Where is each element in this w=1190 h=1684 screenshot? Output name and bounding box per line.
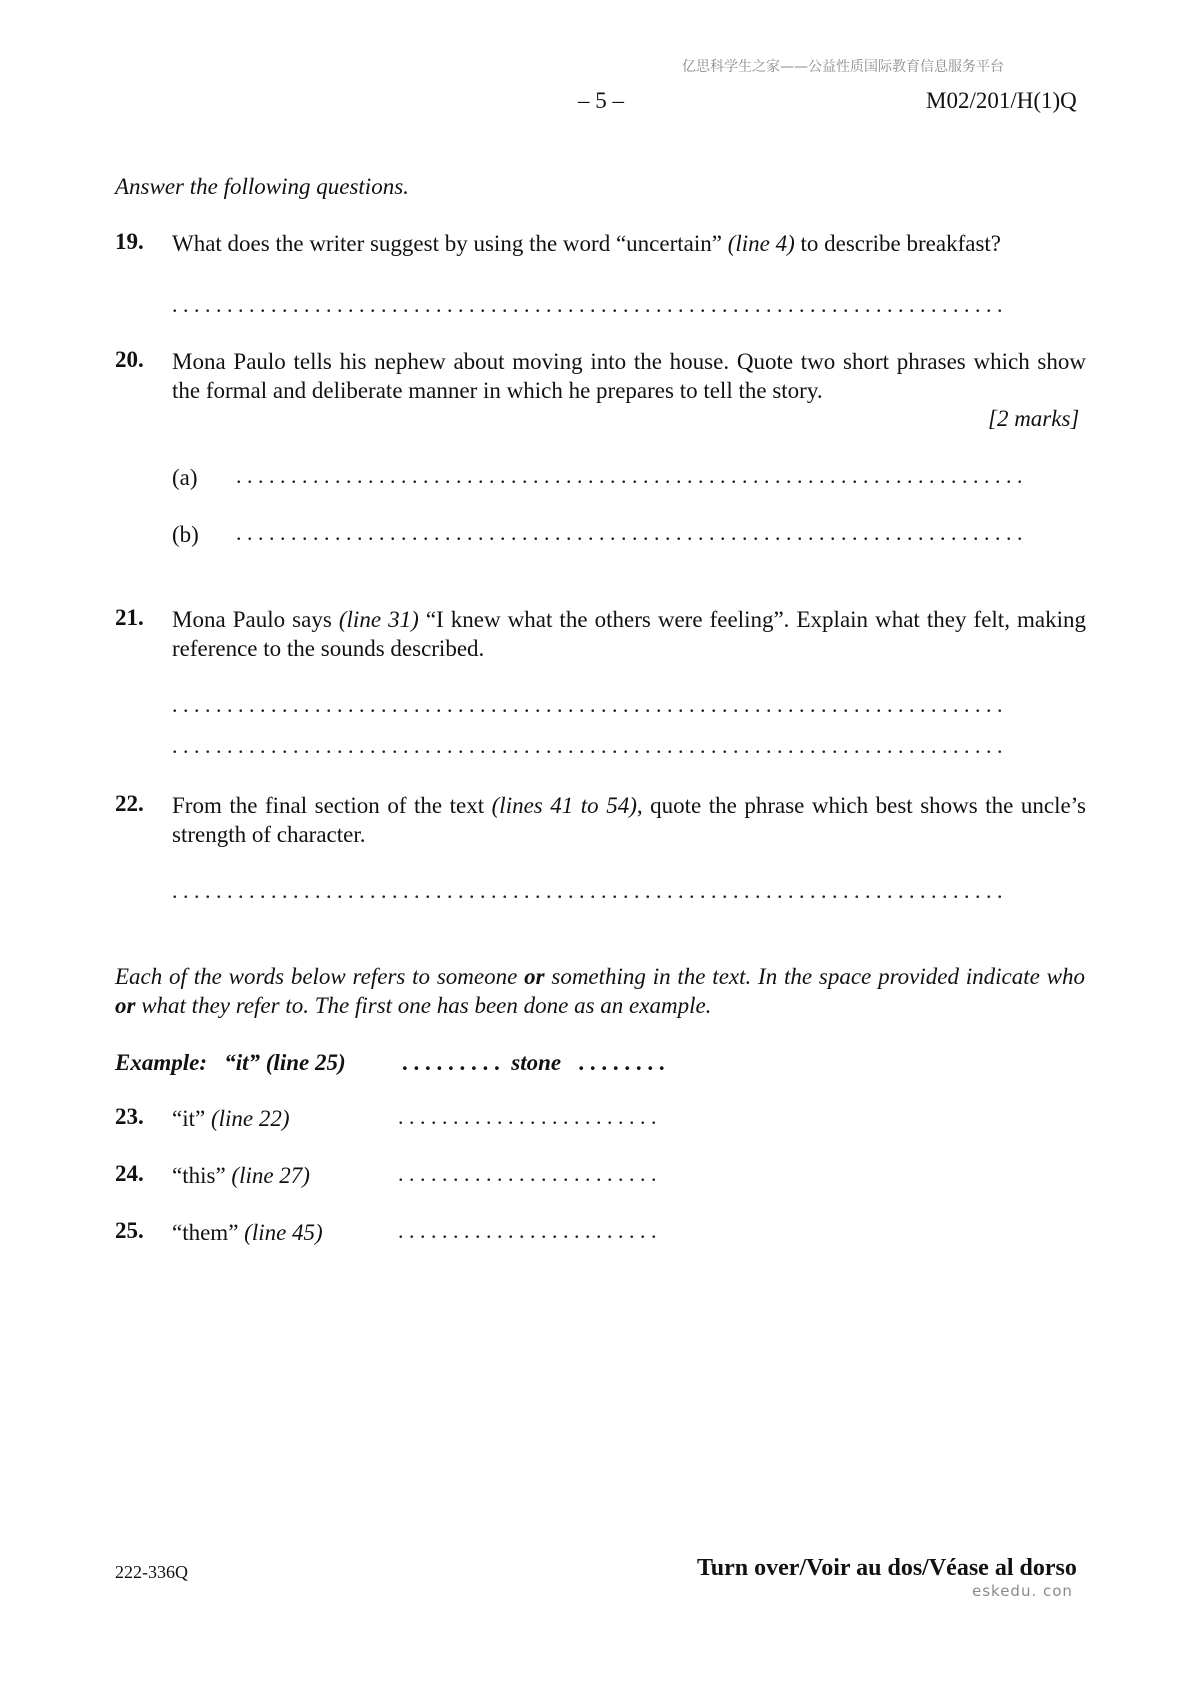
q21-text-a: Mona Paulo says: [172, 607, 332, 632]
example-label: Example: “it” (line 25): [115, 1050, 346, 1075]
item-number-23: 23.: [115, 1104, 144, 1129]
answer-line-24[interactable]: . . . . . . . . . . . . . . . . . . . . . . . .: [398, 1161, 657, 1186]
watermark-top: 亿思科学生之家——公益性质国际教育信息服务平台: [682, 59, 1004, 75]
q22-text-b: , quote the phrase which best shows the uncle’s strength of character.: [172, 793, 1087, 847]
turn-over-label: Turn over/Voir au dos/Véase al dorso: [697, 1555, 1077, 1581]
instructions-heading: Answer the following questions.: [115, 174, 409, 199]
answer-line-22[interactable]: . . . . . . . . . . . . . . . . . . . . . . . . . . . . . . . . . . . . . . . . . . . . . . . . . . . . . . . . . . . . . . . . . . . . . . . . . . . .: [172, 878, 1003, 903]
q20-part-b-label: (b): [172, 522, 199, 547]
answer-line-20a[interactable]: . . . . . . . . . . . . . . . . . . . . . . . . . . . . . . . . . . . . . . . . . . . . . . . . . . . . . . . . . . . . . . . . . . . . . . . .: [236, 463, 1023, 488]
answer-line-25[interactable]: . . . . . . . . . . . . . . . . . . . . . . . .: [398, 1218, 657, 1243]
q20-marks: [2 marks]: [988, 406, 1080, 431]
instr2-part1: Each of the words below refers to someone: [115, 964, 518, 989]
item-24-quote: “this”: [172, 1163, 226, 1188]
word-reference-instructions: [115, 962, 1085, 1020]
q21-line-ref: (line 31): [338, 607, 419, 632]
item-25-ref: (line 45): [244, 1220, 323, 1245]
item-23-quote: “it”: [172, 1106, 206, 1131]
paper-code: M02/201/H(1)Q: [926, 88, 1077, 113]
question-21-text: [172, 605, 1086, 663]
answer-line-21b[interactable]: . . . . . . . . . . . . . . . . . . . . . . . . . . . . . . . . . . . . . . . . . . . . . . . . . . . . . . . . . . . . . . . . . . . . . . . . . . . .: [172, 733, 1003, 758]
q22-line-ref: (lines 41 to 54): [491, 793, 637, 818]
q19-line-ref: (line 4): [727, 231, 795, 256]
instr2-part2: something in the text. In the space provided indicate who: [551, 964, 1085, 989]
answer-line-21a[interactable]: . . . . . . . . . . . . . . . . . . . . . . . . . . . . . . . . . . . . . . . . . . . . . . . . . . . . . . . . . . . . . . . . . . . . . . . . . . . .: [172, 692, 1003, 717]
instr2-or-2: or: [115, 993, 136, 1018]
item-25-quote: “them”: [172, 1220, 239, 1245]
question-22-text: [172, 791, 1086, 849]
answer-line-23[interactable]: . . . . . . . . . . . . . . . . . . . . . . . .: [398, 1104, 657, 1129]
example-answer-row: . . . . . . . . . stone . . . . . . . .: [402, 1050, 665, 1075]
item-25-word: [172, 1218, 323, 1247]
instr2-part3: what they refer to. The first one has been done as an example.: [141, 993, 712, 1018]
instr2-or-1: or: [524, 964, 545, 989]
question-number-20: 20.: [115, 347, 144, 372]
q19-text-a: What does the writer suggest by using the word “uncertain”: [172, 231, 722, 256]
question-19-text: [172, 229, 1001, 258]
item-23-word: [172, 1104, 290, 1133]
answer-line-19[interactable]: . . . . . . . . . . . . . . . . . . . . . . . . . . . . . . . . . . . . . . . . . . . . . . . . . . . . . . . . . . . . . . . . . . . . . . . . . . . .: [172, 292, 1003, 317]
question-number-21: 21.: [115, 605, 144, 630]
item-number-25: 25.: [115, 1218, 144, 1243]
q20-part-a-label: (a): [172, 465, 198, 490]
item-23-ref: (line 22): [210, 1106, 290, 1131]
footer-code: 222-336Q: [115, 1562, 188, 1582]
answer-line-20b[interactable]: . . . . . . . . . . . . . . . . . . . . . . . . . . . . . . . . . . . . . . . . . . . . . . . . . . . . . . . . . . . . . . . . . . . . . . . .: [236, 520, 1023, 545]
example-answer: stone: [511, 1050, 562, 1075]
item-24-word: [172, 1161, 310, 1190]
question-20-text: Mona Paulo tells his nephew about moving into the house. Quote two short phrases which show the formal and deliberate manner in which he prepares to tell the story.: [172, 349, 1086, 403]
question-number-19: 19.: [115, 229, 144, 254]
watermark-bottom: eskedu. con: [972, 1582, 1073, 1600]
q21-text-b: “I knew what the others were feeling”. Explain what they felt, making reference to the sounds described.: [172, 607, 1087, 661]
item-number-24: 24.: [115, 1161, 144, 1186]
page-number: – 5 –: [578, 88, 624, 113]
q22-text-a: From the final section of the text: [172, 793, 485, 818]
q19-text-b: to describe breakfast?: [800, 231, 1002, 256]
item-24-ref: (line 27): [231, 1163, 310, 1188]
question-number-22: 22.: [115, 791, 144, 816]
